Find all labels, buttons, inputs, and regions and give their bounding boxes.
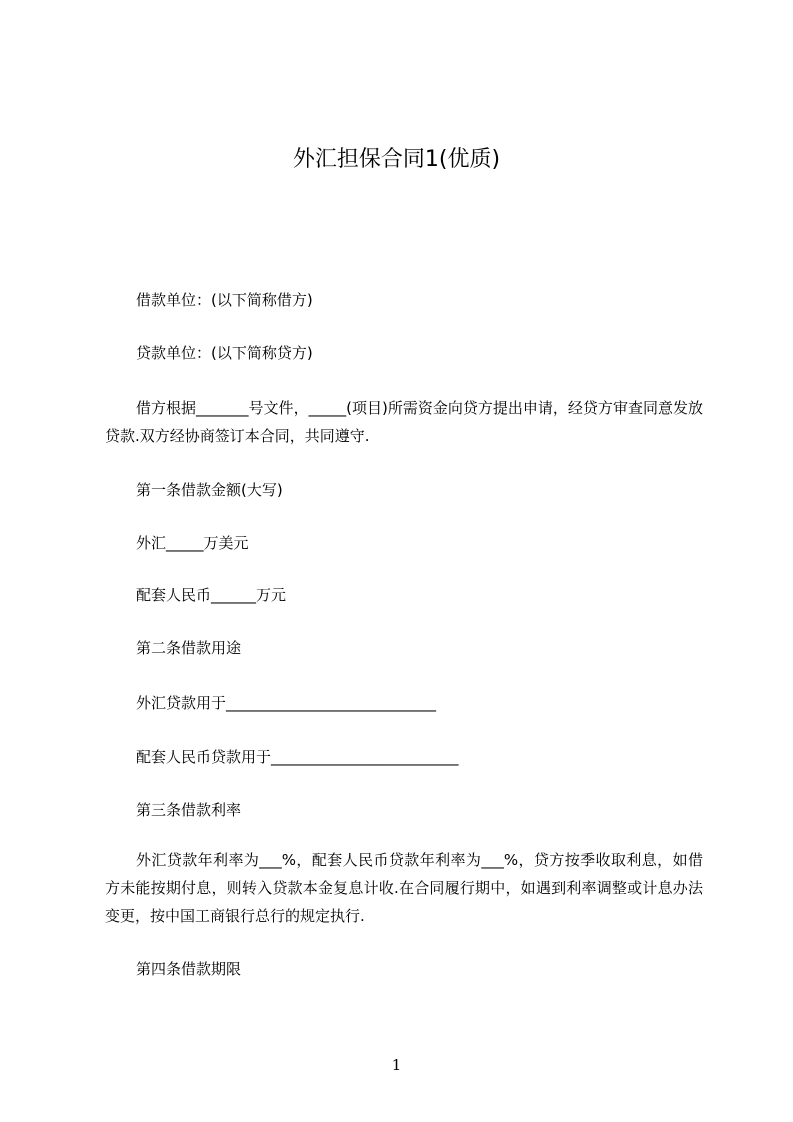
paragraph-foreign-amount: 外汇_____万美元 <box>136 534 249 552</box>
paragraph-preamble: 借方根据_______号文件，_____(项目)所需资金向贷方提出申请，经贷方审查同意发放贷款.双方经协商签订本合同，共同遵守. <box>105 399 703 445</box>
paragraph-borrower: 借款单位：(以下简称借方) <box>136 291 313 309</box>
page-number: 1 <box>391 1056 402 1074</box>
document-title: 外汇担保合同1(优质) <box>292 147 501 172</box>
paragraph-lender: 贷款单位：(以下简称贷方) <box>136 344 313 362</box>
paragraph-foreign-use: 外汇贷款用于____________________________ <box>136 694 437 712</box>
paragraph-interest: 外汇贷款年利率为___%，配套人民币贷款年利率为___%，贷方按季收取利息，如借方未能按期付息，则转入贷款本金复息计收.在合同履行期中，如遇到利率调整或计息办法变更，按中国工商银行总行的规定执行. <box>105 851 703 925</box>
article-1-heading: 第一条借款金额(大写) <box>136 481 283 499</box>
article-3-heading: 第三条借款利率 <box>136 801 242 819</box>
paragraph-rmb-amount: 配套人民币______万元 <box>136 586 287 604</box>
paragraph-rmb-use: 配套人民币贷款用于_________________________ <box>136 748 459 766</box>
article-2-heading: 第二条借款用途 <box>136 639 242 657</box>
article-4-heading: 第四条借款期限 <box>136 960 242 978</box>
